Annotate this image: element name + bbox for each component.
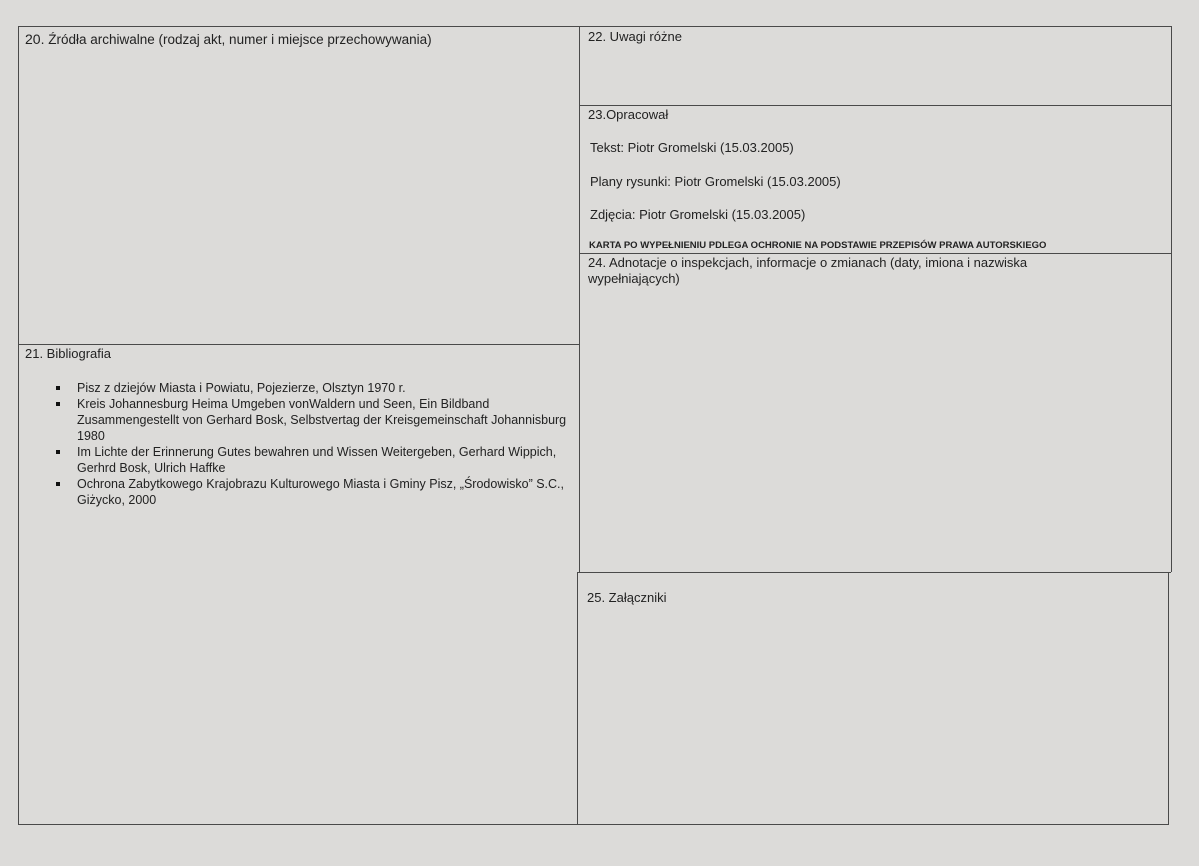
bibliography-item — [52, 396, 572, 444]
bullet-icon — [56, 402, 60, 406]
section-23-title: 23.Opracował — [588, 107, 669, 122]
bibliography-item-text: Pisz z dziejów Miasta i Powiatu, Pojezierze, Olsztyn 1970 r. — [77, 381, 406, 395]
bibliography-list — [52, 380, 572, 508]
divider-20-21 — [18, 344, 580, 345]
divider-22-23 — [579, 105, 1171, 106]
bibliography-item — [52, 444, 572, 476]
divider-24-25 — [577, 572, 1171, 573]
bullet-icon — [56, 482, 60, 486]
column-divider-upper — [579, 26, 580, 572]
section-24-title: 24. Adnotacje o inspekcjach, informacje o zmianach (daty, imiona i nazwiska wypełniających) — [588, 255, 1028, 286]
frame-right-lower — [1168, 572, 1169, 825]
bibliography-item — [52, 380, 572, 396]
divider-23-24 — [579, 253, 1171, 254]
section-20-number: 20. — [25, 31, 45, 47]
section-20-heading — [25, 31, 432, 48]
section-21-title: 21. Bibliografia — [25, 346, 111, 361]
frame-top — [18, 26, 1171, 27]
section-25-title: 25. Załączniki — [587, 590, 667, 605]
author-photos-line: Zdjęcia: Piotr Gromelski (15.03.2005) — [590, 207, 806, 222]
author-plans-line: Plany rysunki: Piotr Gromelski (15.03.2005) — [590, 174, 841, 189]
bibliography-item-text: Kreis Johannesburg Heima Umgeben vonWaldern und Seen, Ein Bildband Zusammengestellt von Gerhard Bosk, Selbstvertag der Kreisgemeinschaft Johannisburg 1980 — [77, 397, 567, 443]
bibliography-item-text: Im Lichte der Erinnerung Gutes bewahren und Wissen Weitergeben, Gerhard Wippich, Gerhrd Bosk, Ulrich Haffke — [77, 445, 557, 475]
bibliography-item — [52, 476, 572, 508]
copyright-notice: KARTA PO WYPEŁNIENIU PDLEGA OCHRONIE NA PODSTAWIE PRZEPISÓW PRAWA AUTORSKIEGO — [589, 240, 1047, 251]
bibliography-item-text: Ochrona Zabytkowego Krajobrazu Kulturowego Miasta i Gminy Pisz, „Środowisko” S.C., Giżycko, 2000 — [77, 477, 564, 507]
frame-right-upper — [1171, 26, 1172, 572]
frame-bottom — [18, 824, 1169, 825]
bullet-icon — [56, 386, 60, 390]
author-text-line: Tekst: Piotr Gromelski (15.03.2005) — [590, 140, 794, 155]
frame-left — [18, 26, 19, 825]
column-divider-lower — [577, 572, 578, 825]
section-22-title: 22. Uwagi różne — [588, 29, 682, 44]
section-20-title: Źródła archiwalne (rodzaj akt, numer i miejsce przechowywania) — [48, 32, 432, 47]
bullet-icon — [56, 450, 60, 454]
